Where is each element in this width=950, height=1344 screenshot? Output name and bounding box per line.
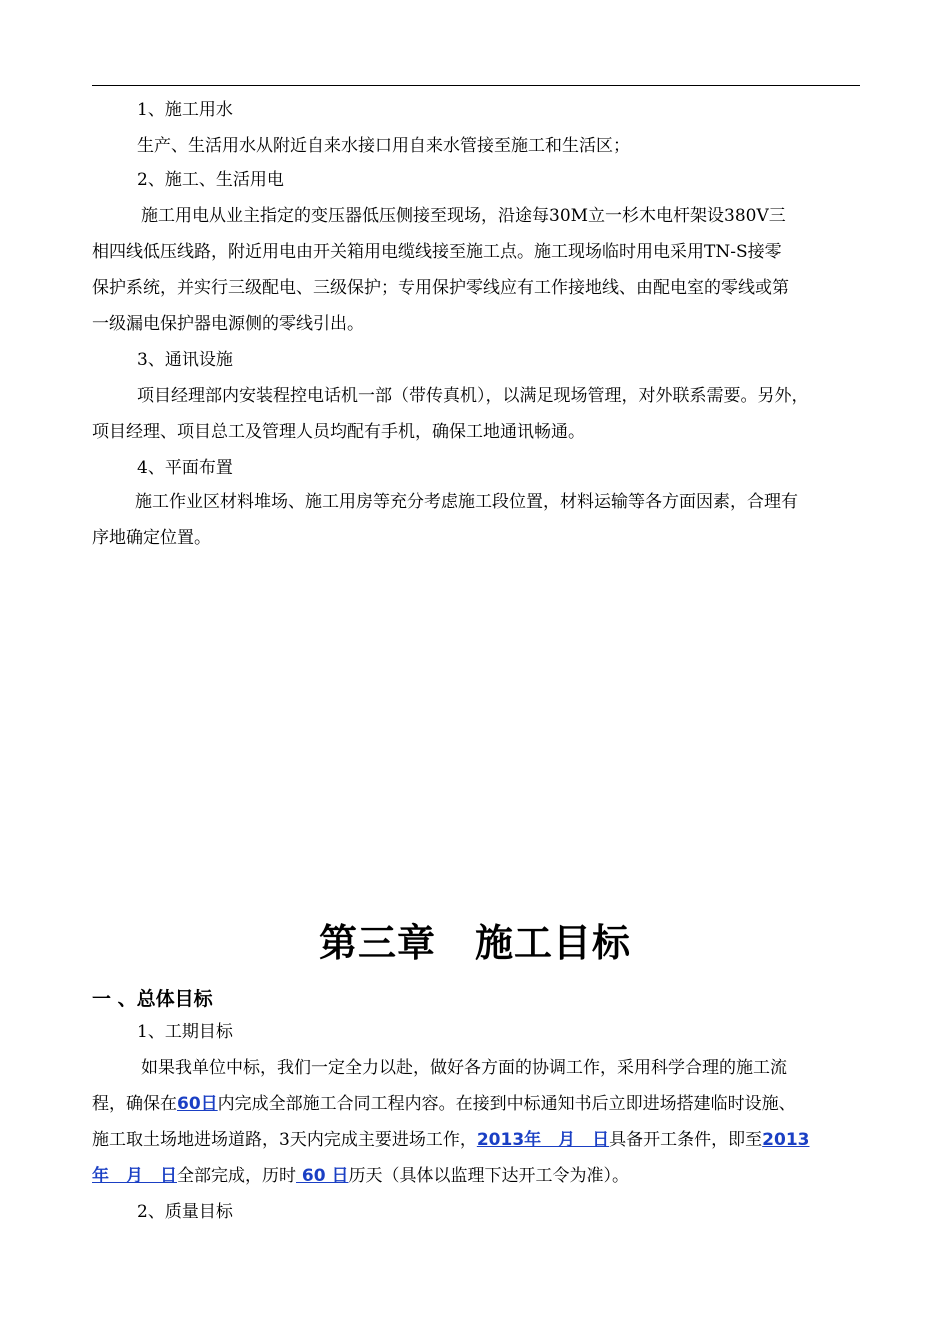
power-line-1: 施工用电从业主指定的变压器低压侧接至现场，沿途每30M立一杉木电杆架设380V三 (141, 206, 786, 226)
power-line-3: 保护系统，并实行三级配电、三级保护；专用保护零线应有工作接地线、由配电室的零线或第 (92, 278, 789, 298)
total-days-link[interactable]: 60 日 (296, 1166, 349, 1186)
power-title: 2、施工、生活用电 (137, 170, 284, 190)
water-text: 生产、生活用水从附近自来水接口用自来水管接至施工和生活区； (137, 136, 630, 156)
schedule-line-2-start: 程，确保在 (92, 1094, 177, 1114)
schedule-line-2-end: 内完成全部施工合同工程内容。在接到中标通知书后立即进场搭建临时设施、 (217, 1094, 796, 1114)
power-line-4: 一级漏电保护器电源侧的零线引出。 (92, 314, 364, 334)
end-date-link[interactable]: 年 月 日 (92, 1166, 177, 1186)
layout-title: 4、平面布置 (137, 458, 233, 478)
header-rule (92, 85, 860, 86)
schedule-title: 1、工期目标 (137, 1022, 233, 1042)
comm-line-2: 项目经理、项目总工及管理人员均配有手机，确保工地通讯畅通。 (92, 422, 585, 442)
schedule-line-4-mid: 全部完成，历时 (177, 1166, 296, 1186)
schedule-line-4 (92, 1164, 862, 1188)
schedule-line-3-mid: 具备开工条件，即至 (609, 1130, 763, 1150)
water-title: 1、施工用水 (137, 100, 233, 120)
comm-title: 3、通讯设施 (137, 350, 233, 370)
schedule-line-3-start: 施工取土场地进场道路，3天内完成主要进场工作， (92, 1130, 477, 1150)
schedule-line-1: 如果我单位中标，我们一定全力以赴，做好各方面的协调工作，采用科学合理的施工流 (141, 1058, 787, 1078)
duration-link[interactable]: 60日 (177, 1094, 218, 1114)
start-date-link[interactable]: 2013年 月 日 (476, 1130, 610, 1150)
power-line-2: 相四线低压线路，附近用电由开关箱用电缆线接至施工点。施工现场临时用电采用TN-S接零 (92, 242, 782, 262)
quality-title: 2、质量目标 (137, 1202, 233, 1222)
layout-line-2: 序地确定位置。 (92, 528, 211, 548)
end-year-link[interactable]: 2013 (762, 1130, 810, 1150)
schedule-line-2 (92, 1092, 862, 1116)
chapter-title: 第三章 施工目标 (318, 921, 631, 965)
schedule-line-3 (92, 1128, 862, 1152)
comm-line-1: 项目经理部内安装程控电话机一部（带传真机），以满足现场管理，对外联系需要。另外， (137, 386, 809, 406)
schedule-line-4-end: 历天（具体以监理下达开工令为准）。 (348, 1166, 629, 1186)
layout-line-1: 施工作业区材料堆场、施工用房等充分考虑施工段位置，材料运输等各方面因素，合理有 (135, 492, 798, 512)
section-title: 一 、总体目标 (92, 988, 213, 1010)
